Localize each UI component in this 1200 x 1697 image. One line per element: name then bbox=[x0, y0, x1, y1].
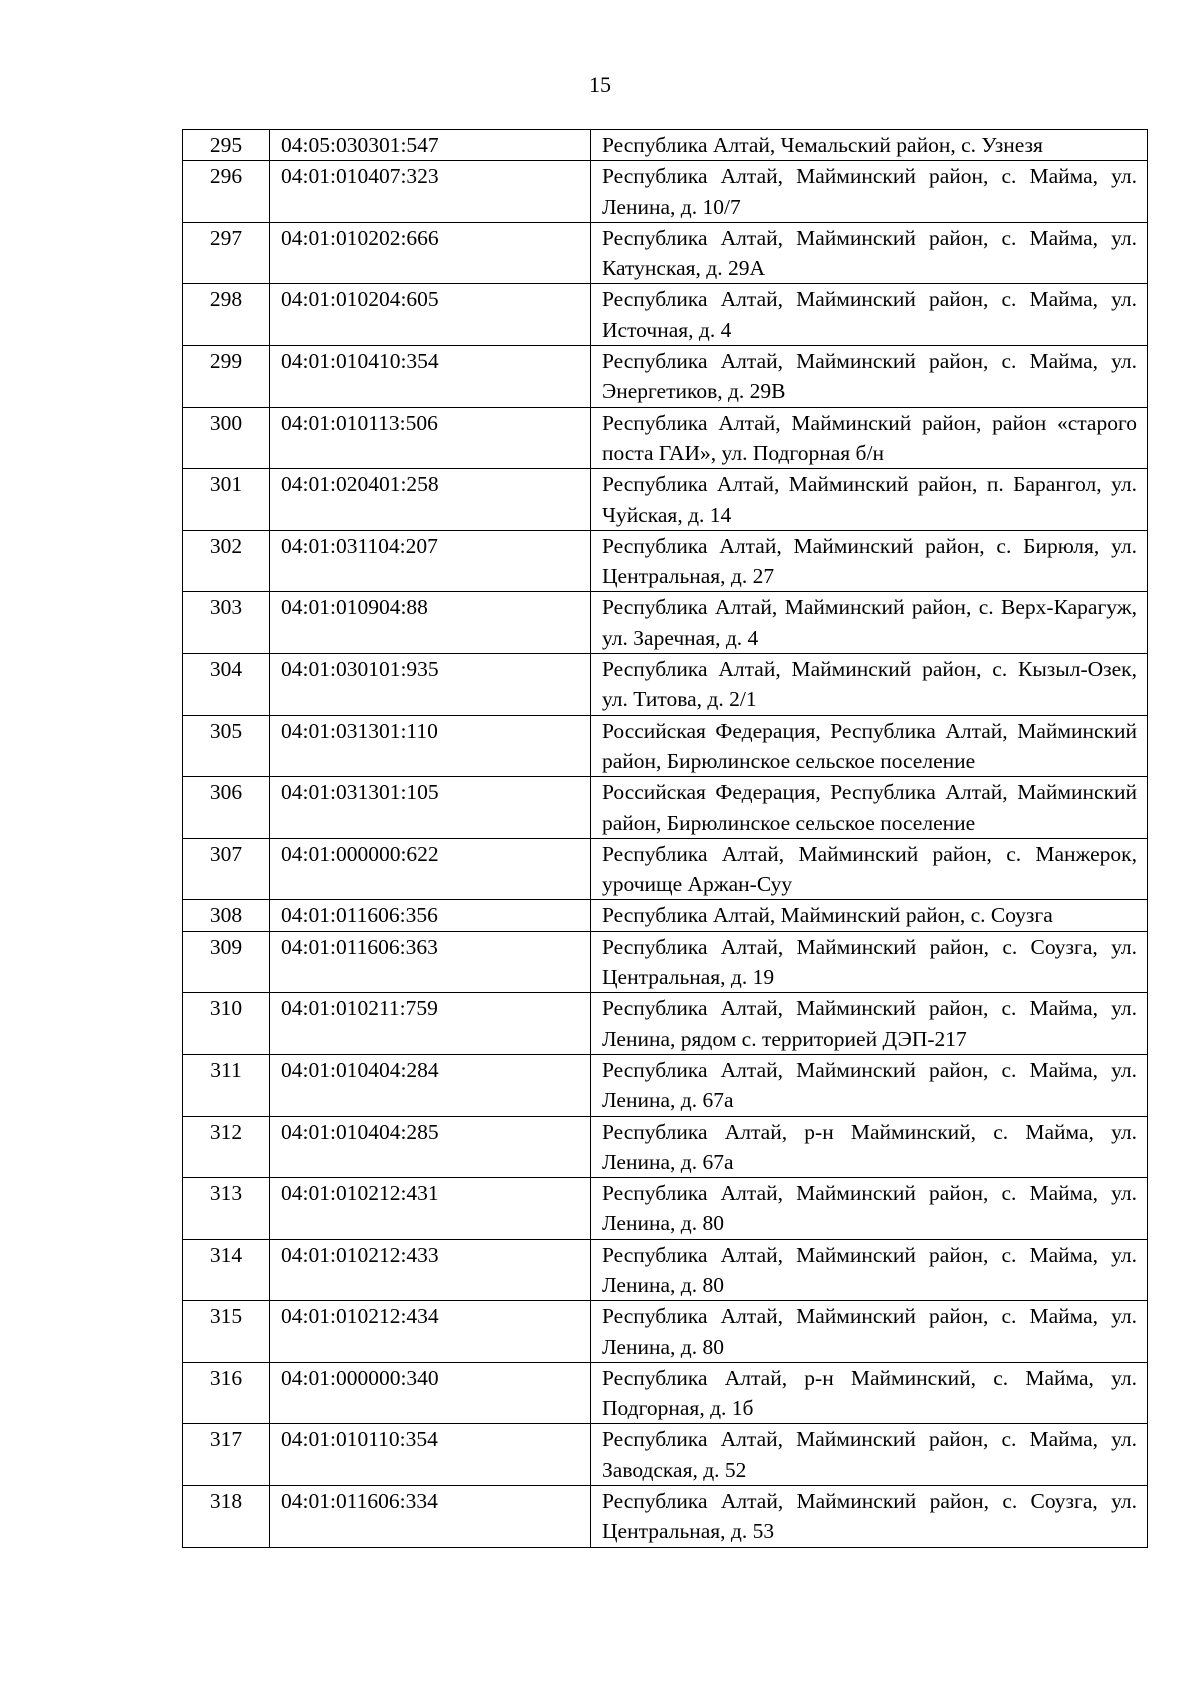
table-row bbox=[183, 1054, 1148, 1116]
table-row bbox=[183, 900, 1148, 931]
address-cell: Республика Алтай, Майминский район, с. Майма, ул. Заводская, д. 52 bbox=[591, 1424, 1148, 1486]
address-cell: Республика Алтай, Майминский район, с. Майма, ул. Ленина, рядом с. территорией ДЭП-217 bbox=[591, 993, 1148, 1055]
address-cell: Республика Алтай, Майминский район, с. Майма, ул. Ленина, д. 80 bbox=[591, 1178, 1148, 1240]
row-number-cell: 297 bbox=[183, 222, 270, 284]
cadastral-number-cell: 04:01:031301:110 bbox=[270, 715, 591, 777]
cadastral-number-cell: 04:01:010212:431 bbox=[270, 1178, 591, 1240]
address-cell: Республика Алтай, Майминский район, район «старого поста ГАИ», ул. Подгорная б/н bbox=[591, 407, 1148, 469]
cadastral-number-cell: 04:01:030101:935 bbox=[270, 654, 591, 716]
address-cell: Республика Алтай, р-н Майминский, с. Майма, ул. Подгорная, д. 1б bbox=[591, 1362, 1148, 1424]
address-cell: Республика Алтай, Майминский район, с. Майма, ул. Ленина, д. 80 bbox=[591, 1239, 1148, 1301]
cadastral-number-cell: 04:01:010110:354 bbox=[270, 1424, 591, 1486]
row-number-cell: 298 bbox=[183, 284, 270, 346]
cadastral-number-cell: 04:01:010113:506 bbox=[270, 407, 591, 469]
address-cell: Республика Алтай, р-н Майминский, с. Майма, ул. Ленина, д. 67а bbox=[591, 1116, 1148, 1178]
row-number-cell: 295 bbox=[183, 130, 270, 161]
cadastral-number-cell: 04:01:020401:258 bbox=[270, 469, 591, 531]
cadastral-number-cell: 04:01:010404:284 bbox=[270, 1054, 591, 1116]
row-number-cell: 300 bbox=[183, 407, 270, 469]
row-number-cell: 310 bbox=[183, 993, 270, 1055]
address-cell: Республика Алтай, Майминский район, с. Соузга, ул. Центральная, д. 53 bbox=[591, 1486, 1148, 1548]
row-number-cell: 307 bbox=[183, 838, 270, 900]
row-number-cell: 314 bbox=[183, 1239, 270, 1301]
address-cell: Республика Алтай, Майминский район, с. Соузга, ул. Центральная, д. 19 bbox=[591, 931, 1148, 993]
row-number-cell: 299 bbox=[183, 346, 270, 408]
table-row bbox=[183, 838, 1148, 900]
row-number-cell: 316 bbox=[183, 1362, 270, 1424]
row-number-cell: 304 bbox=[183, 654, 270, 716]
cadastral-number-cell: 04:01:010407:323 bbox=[270, 161, 591, 223]
table-row bbox=[183, 222, 1148, 284]
cadastral-number-cell: 04:01:000000:340 bbox=[270, 1362, 591, 1424]
address-cell: Республика Алтай, Майминский район, с. Бирюля, ул. Центральная, д. 27 bbox=[591, 530, 1148, 592]
cadastral-number-cell: 04:01:011606:363 bbox=[270, 931, 591, 993]
table-row bbox=[183, 1486, 1148, 1548]
table-row bbox=[183, 1362, 1148, 1424]
row-number-cell: 302 bbox=[183, 530, 270, 592]
address-cell: Республика Алтай, Майминский район, с. Майма, ул. Катунская, д. 29А bbox=[591, 222, 1148, 284]
row-number-cell: 317 bbox=[183, 1424, 270, 1486]
table-row bbox=[183, 654, 1148, 716]
cadastral-number-cell: 04:01:010404:285 bbox=[270, 1116, 591, 1178]
cadastral-number-cell: 04:01:011606:334 bbox=[270, 1486, 591, 1548]
table-row bbox=[183, 407, 1148, 469]
registry-table-body bbox=[183, 130, 1148, 1548]
row-number-cell: 313 bbox=[183, 1178, 270, 1240]
table-row bbox=[183, 346, 1148, 408]
table-row bbox=[183, 284, 1148, 346]
cadastral-number-cell: 04:01:010410:354 bbox=[270, 346, 591, 408]
cadastral-number-cell: 04:01:031301:105 bbox=[270, 777, 591, 839]
row-number-cell: 296 bbox=[183, 161, 270, 223]
cadastral-number-cell: 04:01:010204:605 bbox=[270, 284, 591, 346]
address-cell: Республика Алтай, Майминский район, с. Верх-Карагуж, ул. Заречная, д. 4 bbox=[591, 592, 1148, 654]
table-row bbox=[183, 715, 1148, 777]
cadastral-number-cell: 04:01:000000:622 bbox=[270, 838, 591, 900]
address-cell: Республика Алтай, Майминский район, п. Барангол, ул. Чуйская, д. 14 bbox=[591, 469, 1148, 531]
table-row bbox=[183, 530, 1148, 592]
row-number-cell: 305 bbox=[183, 715, 270, 777]
table-row bbox=[183, 1301, 1148, 1363]
row-number-cell: 312 bbox=[183, 1116, 270, 1178]
cadastral-number-cell: 04:01:010211:759 bbox=[270, 993, 591, 1055]
cadastral-number-cell: 04:01:010904:88 bbox=[270, 592, 591, 654]
table-row bbox=[183, 931, 1148, 993]
row-number-cell: 318 bbox=[183, 1486, 270, 1548]
property-registry-table bbox=[182, 129, 1148, 1548]
table-row bbox=[183, 1116, 1148, 1178]
cadastral-number-cell: 04:01:010212:434 bbox=[270, 1301, 591, 1363]
table-row bbox=[183, 1424, 1148, 1486]
cadastral-number-cell: 04:01:010202:666 bbox=[270, 222, 591, 284]
address-cell: Российская Федерация, Республика Алтай, Майминский район, Бирюлинское сельское поселение bbox=[591, 777, 1148, 839]
row-number-cell: 303 bbox=[183, 592, 270, 654]
cadastral-number-cell: 04:01:010212:433 bbox=[270, 1239, 591, 1301]
address-cell: Республика Алтай, Чемальский район, с. Узнезя bbox=[591, 130, 1148, 161]
table-row bbox=[183, 1178, 1148, 1240]
table-row bbox=[183, 130, 1148, 161]
address-cell: Республика Алтай, Майминский район, с. Майма, ул. Ленина, д. 10/7 bbox=[591, 161, 1148, 223]
address-cell: Республика Алтай, Майминский район, с. Майма, ул. Ленина, д. 67а bbox=[591, 1054, 1148, 1116]
address-cell: Республика Алтай, Майминский район, с. Манжерок, урочище Аржан-Суу bbox=[591, 838, 1148, 900]
row-number-cell: 315 bbox=[183, 1301, 270, 1363]
cadastral-number-cell: 04:05:030301:547 bbox=[270, 130, 591, 161]
address-cell: Республика Алтай, Майминский район, с. Майма, ул. Ленина, д. 80 bbox=[591, 1301, 1148, 1363]
row-number-cell: 306 bbox=[183, 777, 270, 839]
page-number: 15 bbox=[589, 72, 611, 97]
address-cell: Российская Федерация, Республика Алтай, Майминский район, Бирюлинское сельское поселение bbox=[591, 715, 1148, 777]
address-cell: Республика Алтай, Майминский район, с. Соузга bbox=[591, 900, 1148, 931]
table-row bbox=[183, 469, 1148, 531]
table-row bbox=[183, 1239, 1148, 1301]
table-row bbox=[183, 993, 1148, 1055]
table-row bbox=[183, 161, 1148, 223]
address-cell: Республика Алтай, Майминский район, с. Майма, ул. Источная, д. 4 bbox=[591, 284, 1148, 346]
table-row bbox=[183, 777, 1148, 839]
row-number-cell: 308 bbox=[183, 900, 270, 931]
row-number-cell: 301 bbox=[183, 469, 270, 531]
table-row bbox=[183, 592, 1148, 654]
row-number-cell: 311 bbox=[183, 1054, 270, 1116]
row-number-cell: 309 bbox=[183, 931, 270, 993]
address-cell: Республика Алтай, Майминский район, с. Кызыл-Озек, ул. Титова, д. 2/1 bbox=[591, 654, 1148, 716]
cadastral-number-cell: 04:01:011606:356 bbox=[270, 900, 591, 931]
cadastral-number-cell: 04:01:031104:207 bbox=[270, 530, 591, 592]
address-cell: Республика Алтай, Майминский район, с. Майма, ул. Энергетиков, д. 29В bbox=[591, 346, 1148, 408]
